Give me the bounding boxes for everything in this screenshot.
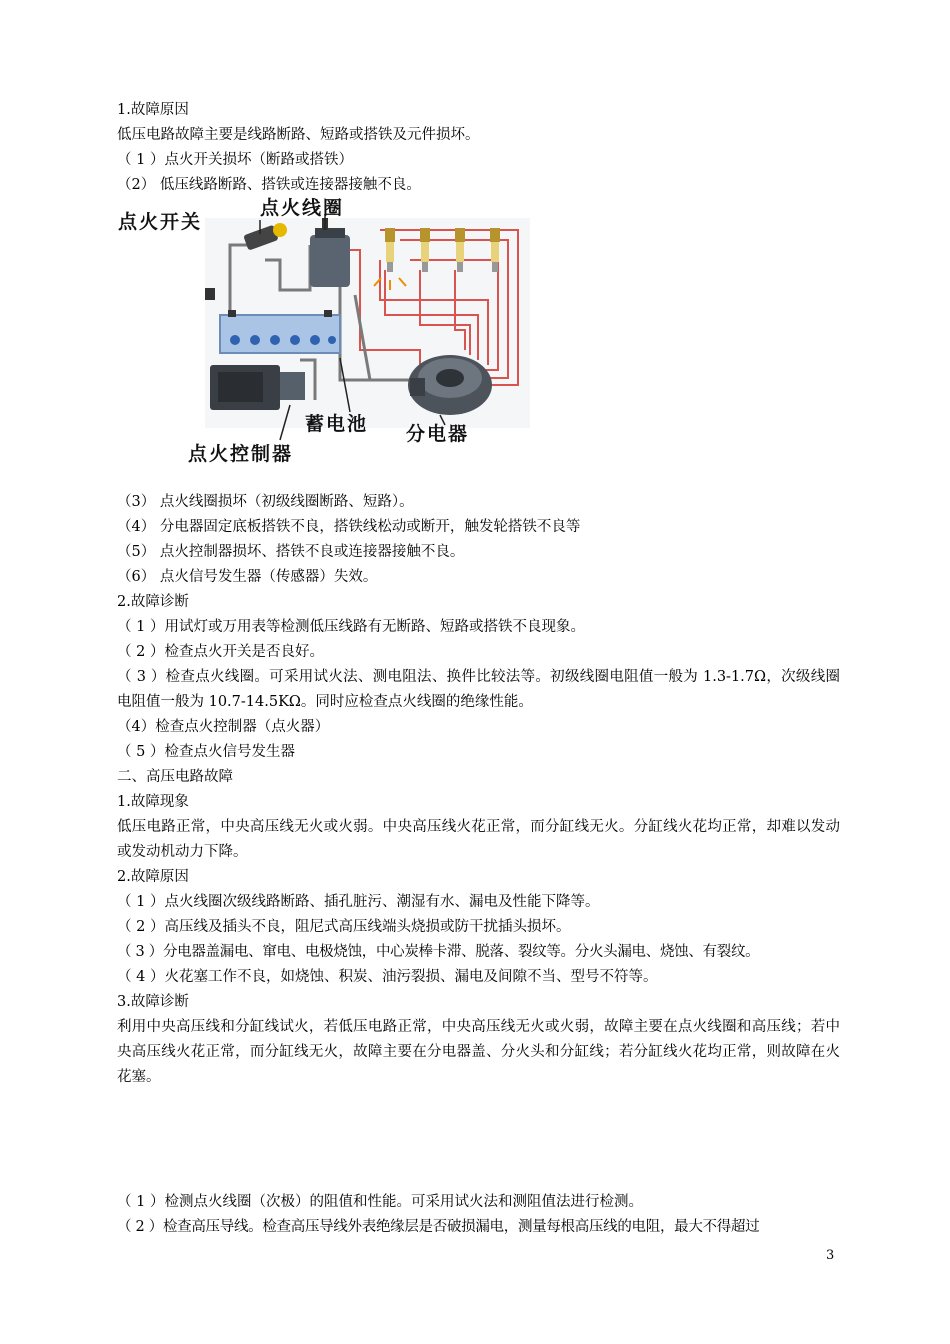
text-line: （3） 点火线圈损坏（初级线圈断路、短路）。 [117, 494, 414, 510]
text-line: （ 1 ）用试灯或万用表等检测低压线路有无断路、短路或搭铁不良现象。 [117, 619, 585, 635]
paragraph-phenomenon: 低压电路正常，中央高压线无火或火弱。中央高压线火花正常，而分缸线无火。分缸线火花均正常，却难以发动或发动机动力下降。 [117, 819, 840, 860]
text-line: （ 2 ）检查点火开关是否良好。 [117, 644, 324, 660]
section-heading: 二、高压电路故障 [117, 769, 233, 785]
label-distributor: 分电器 [406, 423, 470, 445]
label-battery: 蓄电池 [305, 413, 369, 435]
ignition-system-figure [110, 197, 534, 480]
paragraph-coil-check: （ 3 ）检查点火线圈。可采用试火法、测电阻法、换件比较法等。初级线圈电阻值一般为 1.3-1.7Ω，次级线圈电阻值一般为 10.7-14.5KΩ。同时应检查点火线圈的绝缘性能。 [117, 669, 840, 710]
ignition-diagram-illustration [110, 200, 534, 480]
text-line: （ 1 ）点火线圈次级线路断路、插孔脏污、潮湿有水、漏电及性能下降等。 [117, 894, 600, 910]
body-text [117, 98, 840, 1090]
section-heading: 2.故障诊断 [117, 594, 189, 610]
text-line: 低压电路故障主要是线路断路、短路或搭铁及元件损坏。 [117, 127, 480, 143]
text-line: （ 2 ）高压线及插头不良，阻尼式高压线端头烧损或防干扰插头损坏。 [117, 919, 571, 935]
text-line: （ 2 ）检查高压导线。检查高压导线外表绝缘层是否破损漏电，测量每根高压线的电阻，最大不得超过 [117, 1219, 760, 1235]
text-line: （ 1 ）点火开关损坏（断路或搭铁） [117, 152, 353, 168]
ignition-coil-icon [310, 218, 350, 287]
paragraph-diagnosis: 利用中央高压线和分缸线试火，若低压电路正常，中央高压线无火或火弱，故障主要在点火线圈和高压线；若中央高压线火花正常，而分缸线无火，故障主要在分电器盖、分火头和分缸线；若分缸线火花均正常，则故障在火花塞。 [117, 1019, 840, 1085]
text-line: （ 5 ）检查点火信号发生器 [117, 744, 295, 760]
text-line: （4） 分电器固定底板搭铁不良，搭铁线松动或断开，触发轮搭铁不良等 [117, 519, 581, 535]
text-line: （6） 点火信号发生器（传感器）失效。 [117, 569, 378, 585]
battery-icon [220, 310, 340, 353]
label-igniter: 点火控制器 [188, 443, 294, 465]
text-line: （4）检查点火控制器（点火器） [117, 719, 330, 735]
page-number: 3 [826, 1248, 835, 1263]
text-line: （ 4 ）火花塞工作不良，如烧蚀、积炭、油污裂损、漏电及间隙不当、型号不符等。 [117, 969, 658, 985]
section-heading: 2.故障原因 [117, 869, 189, 885]
text-line: 1.故障原因 [117, 102, 189, 118]
distributor-icon [408, 355, 492, 415]
text-line: （ 3 ）分电器盖漏电、窜电、电极烧蚀，中心炭棒卡滞、脱落、裂纹等。分火头漏电、烧蚀、有裂纹。 [117, 944, 760, 960]
section-heading: 3.故障诊断 [117, 994, 189, 1010]
label-ignition-switch: 点火开关 [118, 211, 203, 233]
bottom-text [117, 1190, 840, 1240]
text-line: （ 1 ）检测点火线圈（次极）的阻值和性能。可采用试火法和测阻值法进行检测。 [117, 1194, 643, 1210]
text-line: （2） 低压线路断路、搭铁或连接器接触不良。 [117, 177, 421, 193]
label-ignition-coil: 点火线圈 [260, 197, 345, 219]
text-line: （5） 点火控制器损坏、搭铁不良或连接器接触不良。 [117, 544, 465, 560]
section-heading: 1.故障现象 [117, 794, 189, 810]
